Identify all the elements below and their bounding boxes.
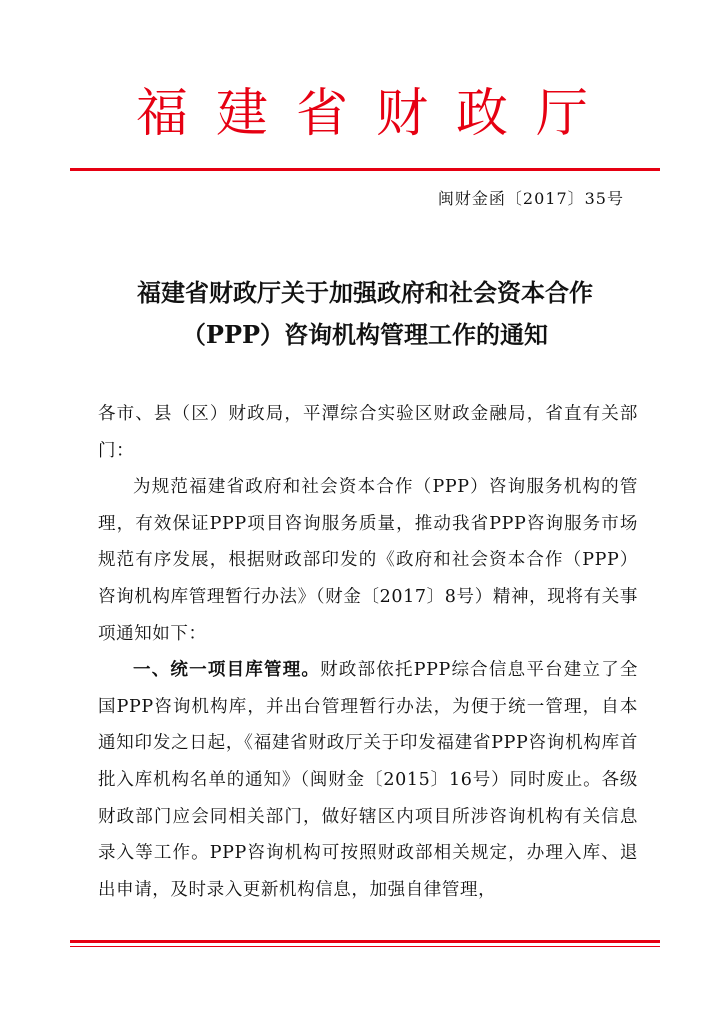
section-1-text: 财政部依托PPP综合信息平台建立了全国PPP咨询机构库，并出台管理暂行办法，为便于统一管理，自本通知印发之日起，《福建省财政厅关于印发福建省PPP咨询机构库首批入库机构名单的通知》（闽财金〔2015〕16号）同时废止。各级财政部门应会同相关部门，做好辖区内项目所涉咨询机构有关信息录入等工作。PPP咨询机构可按照财政部相关规定，办理入库、退出申请，及时录入更新机构信息，加强自律管理， [98,660,639,900]
footer-divider-thin [70,946,660,947]
footer-divider-thick [70,940,660,943]
intro-paragraph: 为规范福建省政府和社会资本合作（PPP）咨询服务机构的管理，有效保证PPP项目咨询服务质量，推动我省PPP咨询服务市场规范有序发展，根据财政部印发的《政府和社会资本合作（PPP）咨询机构库管理暂行办法》（财金〔2017〕8号）精神，现将有关事项通知如下： [98,477,638,644]
section-1-paragraph [98,652,638,908]
document-body [98,396,638,908]
section-1-heading: 一、统一项目库管理。 [133,660,321,681]
document-title [70,272,660,356]
document-number: 闽财金函〔2017〕35号 [437,189,624,208]
agency-masthead: 福建省财政厅 [135,84,616,144]
salutation: 各市、县（区）财政局，平潭综合实验区财政金融局，省直有关部门： [98,404,638,461]
title-line-1: 福建省财政厅关于加强政府和社会资本合作 [137,278,593,307]
header-divider [70,168,660,171]
title-line-2: （PPP）咨询机构管理工作的通知 [181,320,549,349]
